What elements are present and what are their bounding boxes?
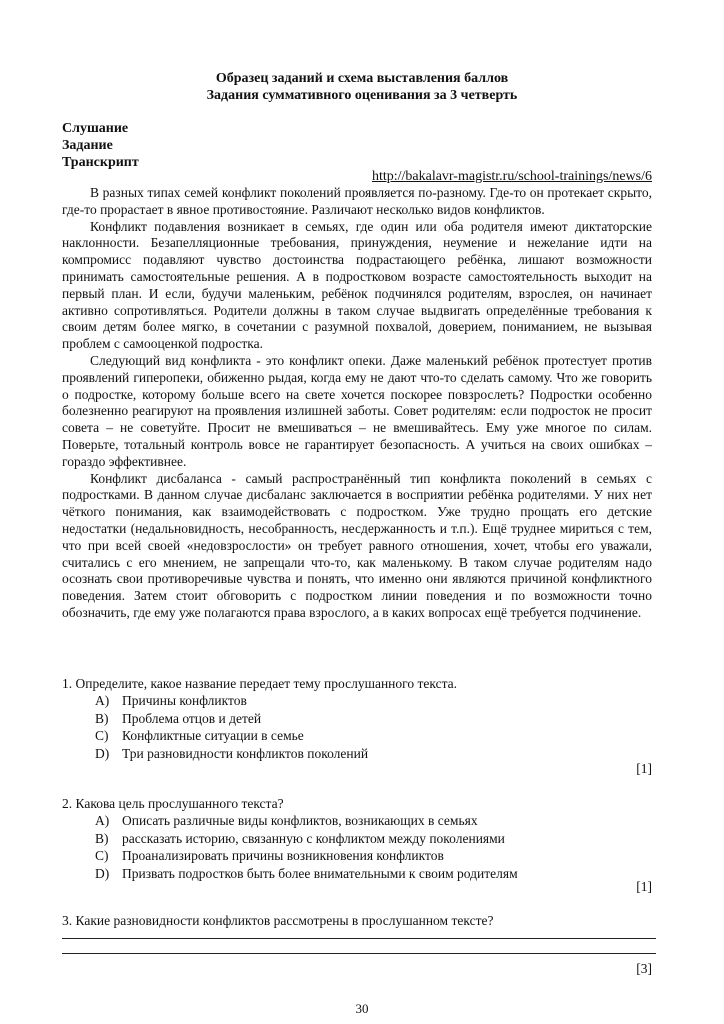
question-2-text: 2. Какова цель прослушанного текста? (62, 796, 284, 811)
option-2c[interactable] (95, 847, 518, 865)
title-line-1: Образец заданий и схема выставления баллов (215, 71, 509, 86)
option-text: Причины конфликтов (122, 693, 247, 708)
option-1c[interactable] (95, 727, 368, 745)
option-letter: D) (95, 865, 110, 881)
option-2d[interactable] (95, 865, 518, 883)
option-letter: B) (95, 710, 109, 726)
option-1a[interactable] (95, 692, 368, 710)
question-3-score: [3] (636, 961, 652, 976)
option-text: рассказать историю, связанную с конфликтом между поколениями (122, 830, 505, 846)
question-3-text: 3. Какие разновидности конфликтов рассмотрены в прослушанном тексте? (62, 913, 494, 928)
paragraph: Следующий вид конфликта - это конфликт опеки. Даже маленький ребёнок протестует против проявлений гиперопеки, обиженно рыдая, когда ему не дают что-то сделать самому. Что же говорить о подростке, которому больше всего на свете хочется поскорее повзрослеть? Подростки особенно болезненно реагируют на проявления излишней заботы. Совет родителям: если подросток не просит совета – не советуйте. Просит не вмешиваться – не вмешивайтесь. Ему уже многое по силам. Поверьте, тотальный контроль вовсе не гарантирует безопасность. А учиться на своих ошибках – гораздо эффективнее. (62, 352, 652, 469)
option-letter: C) (95, 848, 109, 863)
option-letter: A) (95, 693, 110, 708)
section-listening: Слушание (62, 121, 129, 136)
option-text: Конфликтные ситуации в семье (122, 728, 304, 743)
paragraph: В разных типах семей конфликт поколений проявляется по-разному. Где-то он протекает скрыто, где-то прорастает в явное противостояние. Различают несколько видов конфликтов. (62, 185, 652, 217)
option-text: Проблема отцов и детей (122, 710, 262, 726)
answer-line[interactable] (62, 938, 656, 939)
question-1-options (95, 692, 368, 762)
answer-line[interactable] (62, 953, 656, 954)
paragraph: Конфликт подавления возникает в семьях, где один или оба родителя имеют диктаторские наклонности. Безапелляционные требования, принуждения, неумение и нежелание идти на компромисс подавляют чувство достоинства подрастающего ребёнка, лишают возможности принимать самостоятельные решения. А в подростковом возрасте самостоятельность выходит на первый план. И если, будучи маленьким, ребёнок подчинялся родителям, взрослея, он начинает активно сопротивляться. Родители должны в таком случае выдвигать определённые требования к своим детям более мягко, в сочетании с разумной похвалой, доверием, пониманием, не вызывая проблем с самооценкой подростка. (62, 218, 652, 352)
paragraph: Конфликт дисбаланса - самый распространённый тип конфликта поколений в семьях с подростками. В данном случае дисбаланс заключается в восприятии ребёнка родителями. У них нет чёткого понимания, как взаимодействовать с подростком. Уже трудно прощать его детские недостатки (недальновидность, несобранность, несдержанность и т.п.). Ещё труднее мириться с тем, что при всей своей «недовзрослости» он требует равного отношения, хочет, чтобы его уважали, считались с его мнением, не запрещали что-то, как маленькому. В таком случае родителям надо осознать свои противоречивые чувства и понять, что именно они являются причиной конфликтного поведения. Затем стоит обговорить с подростком линии поведения и по возможности точно обозначить, где ему уже полагаются права взрослого, а в каких вопросах ещё требуется подчинение. (62, 470, 652, 620)
question-1-score: [1] (636, 761, 652, 776)
option-1d[interactable] (95, 745, 368, 763)
option-letter: C) (95, 728, 109, 743)
option-1b[interactable] (95, 710, 368, 728)
option-letter: A) (95, 813, 110, 828)
option-2b[interactable] (95, 830, 518, 848)
option-letter: B) (95, 830, 109, 846)
option-text: Описать различные виды конфликтов, возникающих в семьях (122, 813, 478, 828)
section-task: Задание (62, 138, 113, 153)
title-line-2: Задания суммативного оценивания за 3 четверть (206, 88, 518, 103)
option-text: Три разновидности конфликтов поколений (122, 745, 369, 761)
question-1-text: 1. Определите, какое название передает тему прослушанного текста. (62, 676, 458, 691)
section-transcript: Транскрипт (62, 155, 139, 170)
option-letter: D) (95, 745, 110, 761)
option-text: Призвать подростков быть более внимательными к своим родителям (122, 865, 518, 881)
option-text: Проанализировать причины возникновения конфликтов (122, 848, 444, 863)
page-number: 30 (355, 1001, 369, 1016)
option-2a[interactable] (95, 812, 518, 830)
question-2-score: [1] (636, 879, 652, 894)
transcript-text (62, 185, 652, 622)
source-link[interactable]: http://bakalavr-magistr.ru/school-trainings/news/6 (371, 169, 652, 184)
question-2-options (95, 812, 518, 882)
